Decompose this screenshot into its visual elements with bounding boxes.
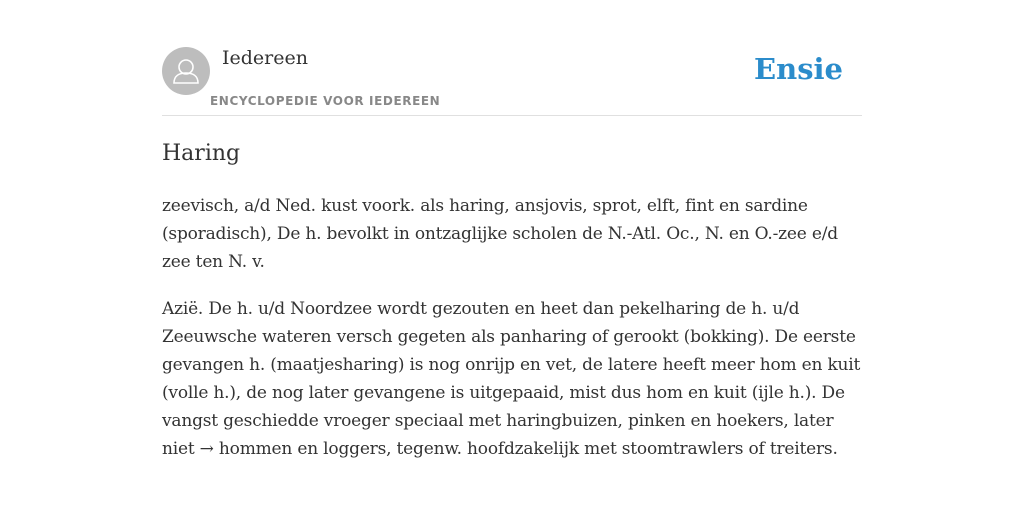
brand-logo[interactable]: Ensie	[754, 52, 843, 86]
entry-card	[162, 0, 862, 512]
entry-paragraph: zeevisch, a/d Ned. kust voork. als haring, ansjovis, sprot, elft, fint en sardine (sporadisch), De h. bevolkt in ontzaglijke scholen de N.-Atl. Oc., N. en O.-zee e/d zee ten N. v.	[162, 196, 838, 272]
user-icon[interactable]	[162, 47, 210, 95]
author-name[interactable]: Iedereen	[222, 47, 308, 69]
entry-paragraph: Azië. De h. u/d Noordzee wordt gezouten en heet dan pekelharing de h. u/d Zeeuwsche wateren versch gegeten als panharing of gerookt (bokking). De eerste gevangen h. (maatjesharing) is nog onrijp en vet, de latere heeft meer hom en kuit (volle h.), de nog later gevangene is uitgepaaid, mist dus hom en kuit (ijle h.). De vangst geschiedde vroeger speciaal met haringbuizen, pinken en hoekers, later niet → hommen en loggers, tegenw. hoofdzakelijk met stoomtrawlers of treiters.	[162, 299, 861, 459]
site-tagline: ENCYCLOPEDIE VOOR IEDEREEN	[210, 94, 441, 108]
entry-title: Haring	[162, 141, 241, 166]
header-divider	[162, 115, 862, 116]
